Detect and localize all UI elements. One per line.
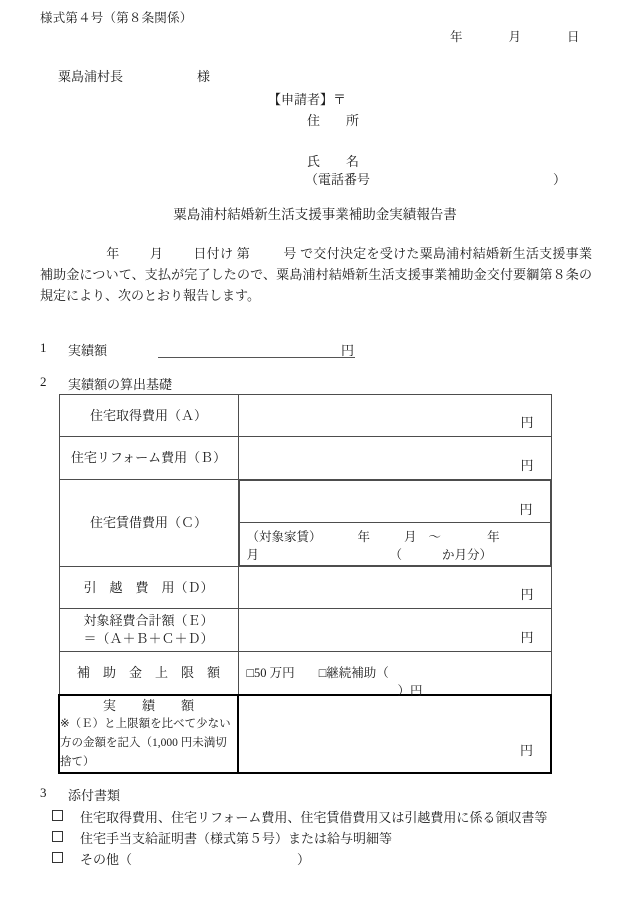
row-label-e bbox=[59, 609, 238, 652]
row-label-e-line1: 対象経費合計額（Ｅ） bbox=[83, 613, 214, 628]
table-row bbox=[59, 480, 551, 567]
attachment-other-close-paren: ） bbox=[297, 852, 311, 867]
table-row bbox=[59, 567, 551, 609]
row-label-a: 住宅取得費用（Ａ） bbox=[59, 395, 238, 437]
result-title: 実 績 額 bbox=[102, 698, 194, 713]
rent-period-cell[interactable] bbox=[239, 523, 550, 566]
row-label-b: 住宅リフォーム費用（Ｂ） bbox=[59, 437, 238, 480]
result-note-line2: 方の金額を記入（1,000 円未満切 bbox=[60, 737, 227, 749]
limit-options bbox=[247, 663, 551, 699]
addressee-line bbox=[58, 66, 210, 85]
section1-yen-unit: 円 bbox=[341, 343, 355, 358]
date-year-label: 年 bbox=[450, 30, 463, 44]
yen-unit: 円 bbox=[519, 502, 533, 517]
checkbox-icon[interactable] bbox=[52, 831, 63, 842]
date-line bbox=[450, 27, 580, 45]
yen-unit: 円 bbox=[520, 458, 534, 473]
table-row-result bbox=[59, 695, 551, 773]
section1-number: 1 bbox=[40, 340, 47, 355]
body-gou: 号 bbox=[283, 246, 297, 261]
row-value-result[interactable] bbox=[238, 695, 551, 773]
form-number: 様式第４号（第８条関係） bbox=[40, 11, 193, 25]
table-row bbox=[59, 652, 551, 696]
rent-year-from: 年 bbox=[357, 530, 371, 544]
checkbox-icon[interactable] bbox=[52, 852, 63, 863]
section3-label: 添付書類 bbox=[68, 788, 121, 803]
attachment-item-3[interactable] bbox=[52, 849, 310, 868]
yen-unit: 円 bbox=[520, 587, 534, 602]
applicant-tel-close-paren: ） bbox=[553, 172, 567, 187]
rent-months-paren-open: （ bbox=[389, 548, 403, 562]
calculation-table bbox=[58, 394, 552, 774]
section2-number: 2 bbox=[40, 374, 47, 389]
rent-month-to: 月 bbox=[246, 548, 260, 562]
table-row bbox=[59, 395, 551, 437]
date-day-label: 日 bbox=[567, 30, 580, 44]
rent-amount-row bbox=[239, 481, 550, 523]
body-year: 年 bbox=[106, 246, 120, 261]
rent-month-from: 月 bbox=[404, 530, 417, 544]
body-dai: 第 bbox=[236, 246, 251, 261]
addressee-name: 粟島浦村長 bbox=[58, 69, 124, 84]
rent-year-to: 年 bbox=[487, 530, 500, 544]
row-value-a[interactable] bbox=[238, 395, 551, 437]
row-label-c: 住宅賃借費用（Ｃ） bbox=[59, 480, 238, 567]
row-label-result bbox=[59, 695, 238, 773]
yen-unit: 円 bbox=[520, 415, 534, 430]
rent-subtable bbox=[239, 480, 551, 566]
row-value-c bbox=[238, 480, 551, 567]
row-label-d: 引 越 費 用（Ｄ） bbox=[59, 567, 238, 609]
rent-period-row bbox=[239, 523, 550, 566]
rent-tilde: ～ bbox=[428, 530, 442, 544]
result-note-line3: 捨て） bbox=[60, 756, 95, 768]
rent-months-label: か月分） bbox=[442, 548, 493, 562]
applicant-tel-line bbox=[305, 169, 566, 188]
checkbox-icon[interactable] bbox=[52, 810, 63, 821]
attachment-item-2[interactable] bbox=[52, 828, 392, 847]
yen-unit: 円 bbox=[519, 743, 533, 758]
rent-period-line2 bbox=[390, 545, 493, 563]
section2-label: 実績額の算出基礎 bbox=[68, 377, 173, 392]
body-paragraph bbox=[40, 243, 592, 306]
row-value-limit bbox=[238, 652, 551, 696]
body-dayfuke: 日付け bbox=[193, 246, 234, 261]
limit-tail-yen: ）円 bbox=[397, 684, 423, 698]
yen-unit: 円 bbox=[520, 630, 534, 645]
row-label-e-line2: ＝（Ａ＋Ｂ＋Ｃ＋Ｄ） bbox=[83, 631, 214, 646]
applicant-name-label: 氏 名 bbox=[307, 154, 360, 169]
table-row bbox=[59, 437, 551, 480]
rent-amount-cell[interactable] bbox=[239, 481, 550, 523]
body-line2: 補助金について、支払が完了したので、粟島浦村結婚新生活支援事業補助金交付要綱第８条 bbox=[40, 267, 579, 282]
checkbox-option-continued[interactable]: □継続補助（ bbox=[318, 666, 389, 680]
attachment-label-3: その他（ bbox=[80, 852, 133, 867]
applicant-tag: 【申請者】〒 bbox=[268, 92, 347, 107]
section3-number: 3 bbox=[40, 785, 47, 800]
row-value-d[interactable] bbox=[238, 567, 551, 609]
body-line1-rest: で交付決定を受けた粟島浦村結婚新生活支援事業 bbox=[300, 246, 592, 261]
document-title: 粟島浦村結婚新生活支援事業補助金実績報告書 bbox=[173, 207, 457, 222]
row-value-e[interactable] bbox=[238, 609, 551, 652]
attachment-label-2: 住宅手当支給証明書（様式第５号）または給与明細等 bbox=[80, 831, 393, 846]
rent-target-label: （対象家賃） bbox=[246, 530, 322, 544]
applicant-tel-label: （電話番号 bbox=[305, 172, 371, 187]
checkbox-option-500000[interactable]: □50 万円 bbox=[246, 666, 295, 680]
section1-label: 実績額 bbox=[68, 343, 108, 358]
body-month: 月 bbox=[149, 246, 164, 261]
attachment-item-1[interactable] bbox=[52, 807, 547, 826]
date-month-label: 月 bbox=[508, 30, 522, 44]
table-row bbox=[59, 609, 551, 652]
attachment-label-1: 住宅取得費用、住宅リフォーム費用、住宅賃借費用又は引越費用に係る領収書等 bbox=[80, 810, 548, 825]
row-label-limit: 補 助 金 上 限 額 bbox=[59, 652, 238, 696]
applicant-address-label: 住 所 bbox=[307, 113, 360, 128]
row-value-b[interactable] bbox=[238, 437, 551, 480]
section1-input-rule[interactable] bbox=[158, 357, 355, 358]
result-note-line1: ※（Ｅ）と上限額を比べて少ない bbox=[60, 718, 231, 730]
addressee-honorific: 様 bbox=[197, 69, 211, 84]
body-line3: の規定により、次のとおり報告します。 bbox=[40, 267, 592, 303]
